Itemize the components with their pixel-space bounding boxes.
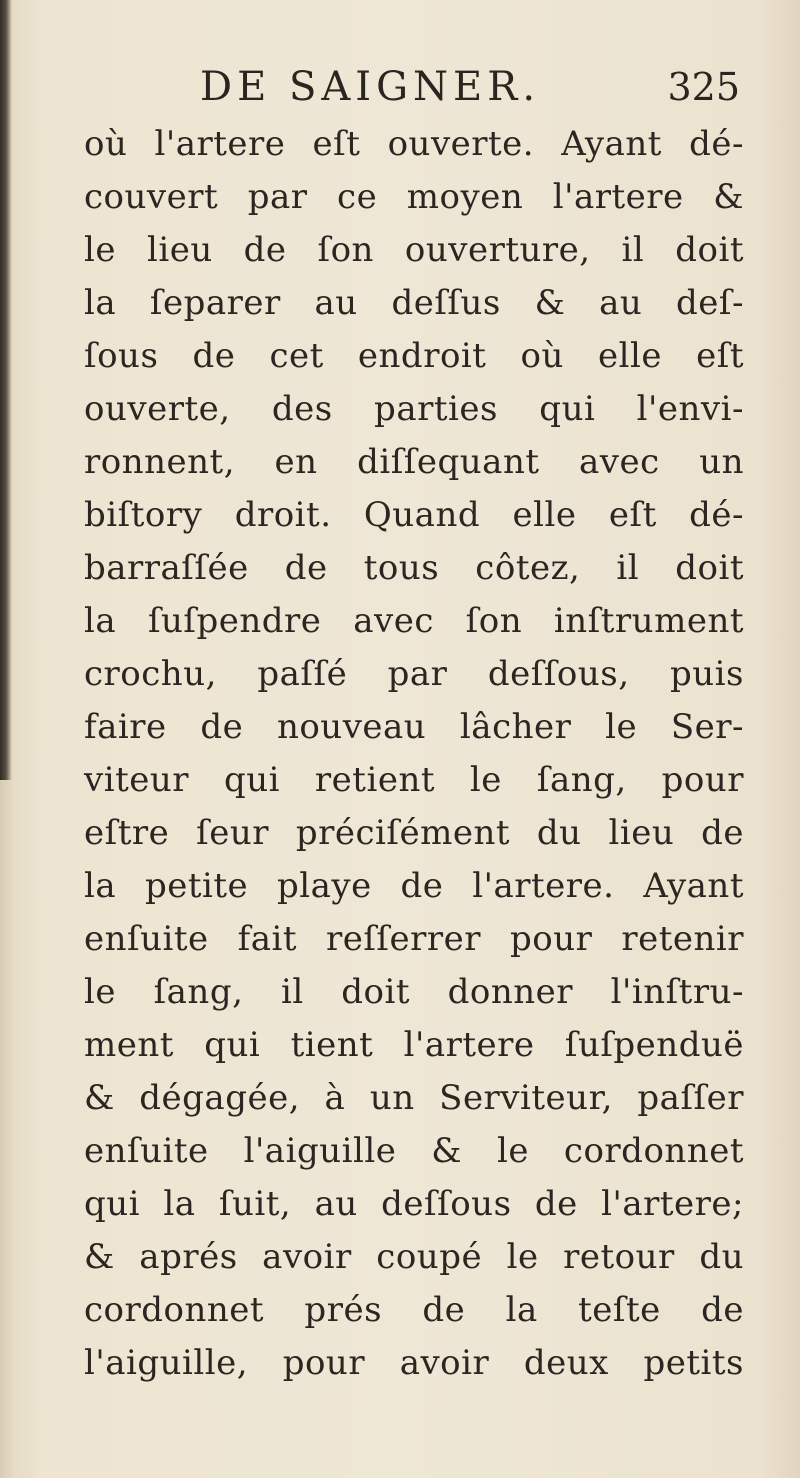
running-head: DE SAIGNER. <box>200 64 541 110</box>
text-line: la ſuſpendre avec ſon inſtrument <box>84 601 744 641</box>
text-line: crochu, paſſé par deſſous, puis <box>84 654 744 694</box>
text-line: la ſeparer au deſſus & au deſ- <box>84 283 744 323</box>
page-number: 325 <box>667 65 740 109</box>
page-header <box>200 62 740 112</box>
text-line: & dégagée, à un Serviteur, paſſer <box>84 1078 744 1118</box>
text-line: viteur qui retient le ſang, pour <box>84 760 744 800</box>
text-line: eſtre ſeur préciſément du lieu de <box>84 813 744 853</box>
binding-edge <box>0 0 12 780</box>
body-text <box>84 118 744 1390</box>
text-line: qui la ſuit, au deſſous de l'artere; <box>84 1184 744 1224</box>
text-line: où l'artere eſt ouverte. Ayant dé- <box>84 124 744 164</box>
text-line: biſtory droit. Quand elle eſt dé- <box>84 495 744 535</box>
text-line: le ſang, il doit donner l'inſtru- <box>84 972 744 1012</box>
text-line: l'aiguille, pour avoir deux petits <box>84 1343 744 1383</box>
text-line: enſuite fait reſſerrer pour retenir <box>84 919 744 959</box>
text-line: ment qui tient l'artere ſuſpenduë <box>84 1025 744 1065</box>
text-line: le lieu de ſon ouverture, il doit <box>84 230 744 270</box>
text-line: barraſſée de tous côtez, il doit <box>84 548 744 588</box>
text-line: ſous de cet endroit où elle eſt <box>84 336 744 376</box>
text-line: ronnent, en diſſequant avec un <box>84 442 744 482</box>
text-line: & aprés avoir coupé le retour du <box>84 1237 744 1277</box>
text-line: ouverte, des parties qui l'envi- <box>84 389 744 429</box>
text-line: couvert par ce moyen l'artere & <box>84 177 744 217</box>
text-line: la petite playe de l'artere. Ayant <box>84 866 744 906</box>
text-line: enſuite l'aiguille & le cordonnet <box>84 1131 744 1171</box>
text-line: cordonnet prés de la teſte de <box>84 1290 744 1330</box>
text-line: faire de nouveau lâcher le Ser- <box>84 707 744 747</box>
